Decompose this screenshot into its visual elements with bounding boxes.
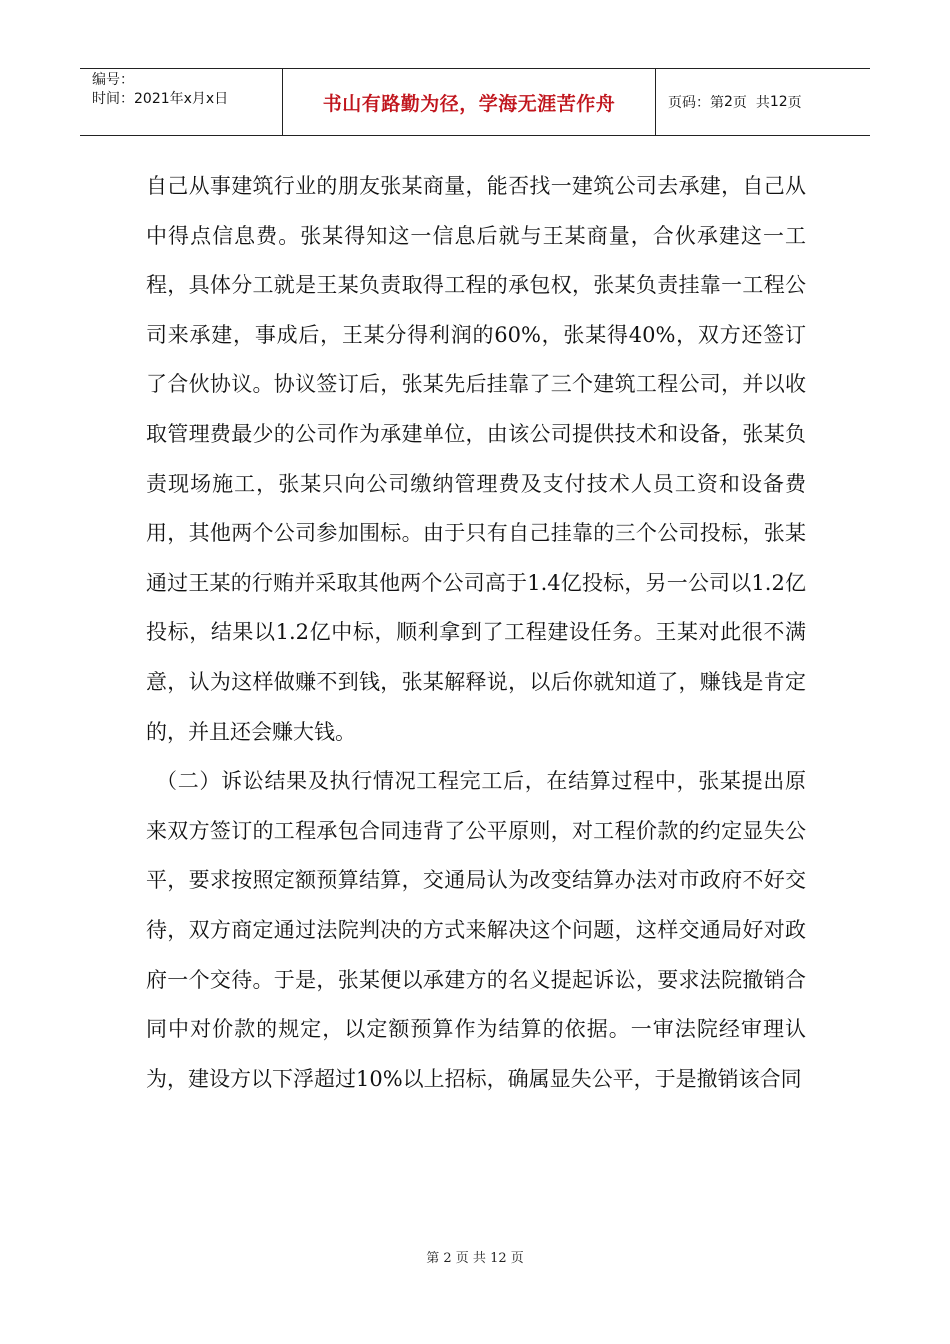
time-label: 时间：2021年x月x日 bbox=[92, 91, 229, 107]
footer-total-pages: 12 bbox=[490, 1251, 507, 1266]
number-label: 编号： bbox=[92, 72, 134, 88]
page-total: 12 bbox=[769, 94, 788, 110]
footer-suffix: 页 bbox=[510, 1251, 524, 1266]
page-current: 2 bbox=[724, 94, 733, 110]
footer-mid: 页 共 bbox=[455, 1251, 486, 1266]
document-body bbox=[146, 162, 806, 1104]
header-page-cell bbox=[656, 69, 870, 135]
document-header bbox=[80, 68, 870, 136]
header-motto-cell bbox=[283, 69, 656, 135]
footer-prefix: 第 bbox=[426, 1251, 440, 1266]
body-paragraph: 自己从事建筑行业的朋友张某商量，能否找一建筑公司去承建，自己从中得点信息费。张某得知这一信息后就与王某商量，合伙承建这一工程，具体分工就是王某负责取得工程的承包权，张某负责挂靠一工程公司来承建，事成后，王某分得利润的60%，张某得40%，双方还签订了合伙协议。协议签订后，张某先后挂靠了三个建筑工程公司，并以收取管理费最少的公司作为承建单位，由该公司提供技术和设备，张某负责现场施工，张某只向公司缴纳管理费及支付技术人员工资和设备费用，其他两个公司参加围标。由于只有自己挂靠的三个公司投标，张某通过王某的行贿并采取其他两个公司高于1.4亿投标，另一公司以1.2亿投标，结果以1.2亿中标，顺利拿到了工程建设任务。王某对此很不满意，认为这样做赚不到钱，张某解释说，以后你就知道了，赚钱是肯定的，并且还会赚大钱。 bbox=[146, 174, 806, 744]
header-meta-cell bbox=[80, 69, 283, 135]
page-end-label: 页 bbox=[787, 95, 802, 111]
motto-text: 书山有路勤为径，学海无涯苦作舟 bbox=[322, 92, 616, 115]
page-footer bbox=[0, 1247, 950, 1266]
page-code-label: 页码：第 bbox=[668, 95, 724, 111]
page-mid-label: 页 共 bbox=[732, 95, 770, 111]
body-paragraph: （二）诉讼结果及执行情况工程完工后，在结算过程中，张某提出原来双方签订的工程承包合同违背了公平原则，对工程价款的约定显失公平，要求按照定额预算结算，交通局认为改变结算办法对市政府不好交待，双方商定通过法院判决的方式来解决这个问题，这样交通局好对政府一个交待。于是，张某便以承建方的名义提起诉讼，要求法院撤销合同中对价款的规定，以定额预算作为结算的依据。一审法院经审理认为，建设方以下浮超过10%以上招标，确属显失公平，于是撤销该合同 bbox=[146, 769, 806, 1091]
footer-current-page: 2 bbox=[443, 1251, 452, 1266]
